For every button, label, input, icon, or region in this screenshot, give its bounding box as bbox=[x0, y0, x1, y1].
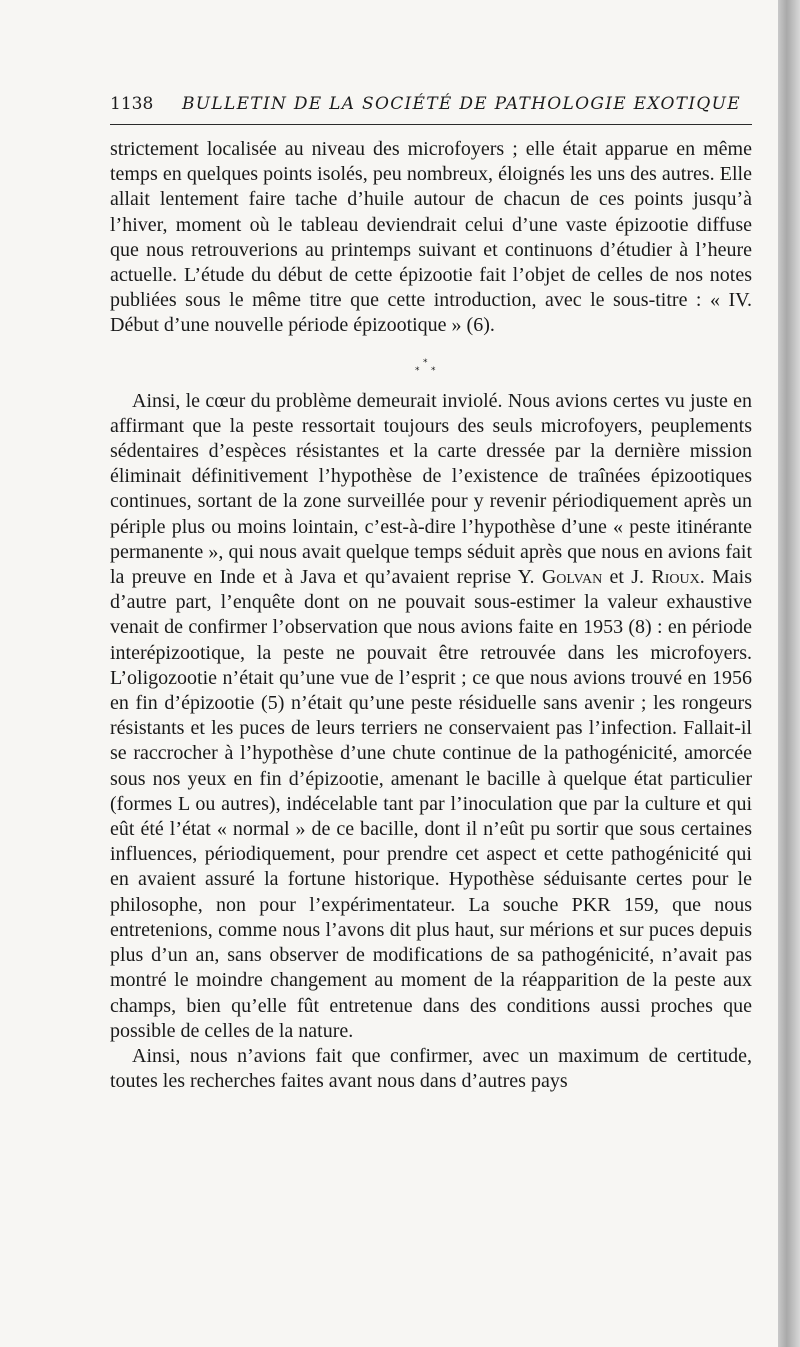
asterism-star: * bbox=[415, 365, 420, 376]
running-header bbox=[110, 94, 752, 120]
header-rule bbox=[110, 124, 752, 125]
paragraph-2-text: . Mais d’autre part, l’enquête dont on ne pouvait sous-estimer la valeur exhaustive venait de confirmer l’observation que nous avions faite en 1953 (8) : en période interépizootique, la peste ne pouvait être retrouvée dans les microfoyers. L’oligozootie n’était qu’une vue de l’esprit ; ce que nous avions trouvé en 1956 en fin d’épizootie (5) n’était qu’une peste résiduelle sans avenir ; les rongeurs résistants et les puces de leurs terriers ne conservaient pas l’infection. Fallait-il se raccrocher à l’hypothèse d’une chute continue de la pathogénicité, amorcée sous nos yeux en fin d’épizootie, amenant le bacille à quelque état particulier (formes L ou autres), indécelable tant par l’inoculation que par la culture et qui eût été l’état « normal » de ce bacille, dont il n’eût pu sortir que sous certaines influences, périodiquement, pour prendre cet aspect et cette pathogénicité qui en avaient assuré la fortune historique. Hypothèse séduisante certes pour le philosophe, non pour l’expérimentateur. La souche PKR 159, que nous entretenions, comme nous l’avons dit plus haut, sur mérions et sur puces depuis plus d’un an, sans observer de modifications de sa pathogénicité, n’avait pas montré le moindre changement au moment de la réapparition de la peste aux champs, bien qu’elle fût entretenue dans des conditions aussi proches que possible de celles de la nature. bbox=[110, 566, 753, 1042]
asterism bbox=[110, 339, 752, 389]
page-number: 1138 bbox=[110, 94, 154, 114]
journal-title: BULLETIN DE LA SOCIÉTÉ DE PATHOLOGIE EXOTIQUE bbox=[182, 94, 741, 114]
paragraph-1: strictement localisée au niveau des microfoyers ; elle était apparue en même temps en quelques points isolés, peu nombreux, éloignés les uns des autres. Elle allait lentement faire tache d’huile autour de chacun de ces points jusqu’à l’hiver, moment où le tableau deviendrait celui d’une vaste épizootie diffuse que nous retrouverions au printemps suivant et continuons d’étudier à l’heure actuelle. L’étude du début de cette épizootie fait l’objet de celles de nos notes publiées sous le même titre que cette introduction, avec le sous-titre : « IV. Début d’une nouvelle période épizootique » (6). bbox=[110, 138, 752, 337]
paragraph-2-text: Ainsi, le cœur du problème demeurait inviolé. Nous avions certes vu juste en affirmant que la peste ressortait toujours des seuls microfoyers, peuplements sédentaires d’espèces résistantes et la carte dressée par la dernière mission éliminait définitivement l’hypothèse de l’existence de traînées épizootiques continues, sortant de la zone surveillée pour y revenir périodiquement après un périple plus ou moins lointain, c’est-à-dire l’hypothèse d’une « peste itinérante permanente », qui nous avait quelque temps séduit après que nous en avions fait la preuve en Inde et à Java et qu’avaient reprise Y. bbox=[110, 389, 752, 589]
author-name: Golvan bbox=[541, 566, 603, 589]
paragraph-2-text: et J. bbox=[609, 566, 645, 589]
page-edge-shadow bbox=[778, 0, 800, 1347]
paragraph-2 bbox=[110, 389, 752, 1044]
asterism-star: * bbox=[423, 357, 428, 368]
paragraph-3: Ainsi, nous n’avions fait que confirmer, avec un maximum de certitude, toutes les recherches faites avant nous dans d’autres pays bbox=[110, 1044, 752, 1093]
author-name: Rioux bbox=[651, 566, 700, 589]
article-body bbox=[110, 137, 752, 1094]
asterism-star: * bbox=[431, 365, 436, 376]
